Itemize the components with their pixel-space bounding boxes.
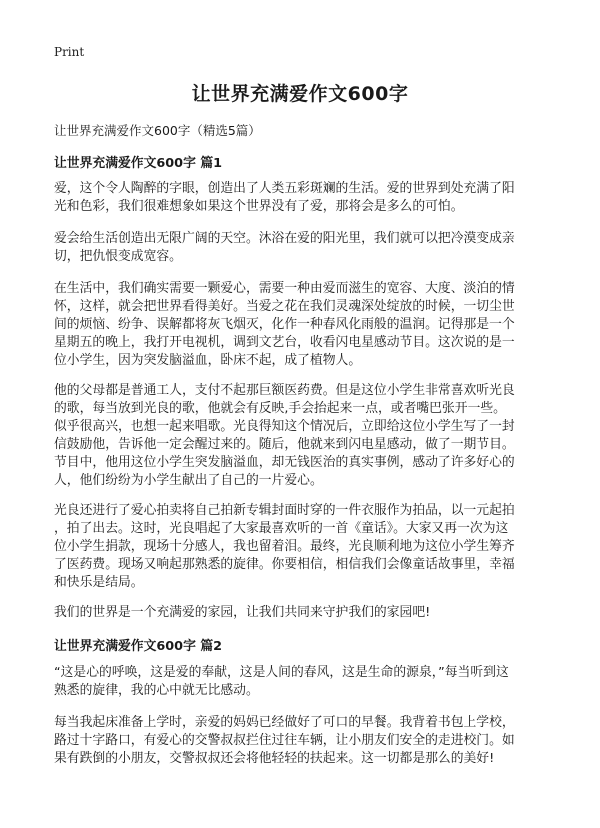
paragraph: [54, 714, 554, 768]
paragraph: [54, 664, 554, 700]
text-line: 路过十字路口，有爱心的交警叔叔拦住过往车辆，让小朋友们安全的走进校门。如: [54, 733, 515, 748]
text-line: 他的父母都是普通工人，支付不起那巨额医药费。但是这位小学生非常喜欢听光良: [54, 383, 515, 398]
paragraph: [54, 180, 554, 216]
text-line: 似乎很高兴，也想一起来唱歌。光良得知这个情况后，立即给这位小学生写了一封: [54, 419, 515, 434]
paragraph: [54, 280, 554, 370]
text-line: 光良还进行了爱心拍卖将自己拍新专辑封面时穿的一件衣服作为拍品，以一元起拍: [54, 503, 515, 518]
text-line: 切，把仇恨变成宽容。: [54, 249, 182, 264]
text-line: 爱会给生活创造出无限广阔的天空。沐浴在爱的阳光里，我们就可以把冷漠变成亲: [54, 231, 515, 246]
text-line: 在生活中，我们确实需要一颗爱心，需要一种由爱而滋生的宽容、大度、淡泊的情: [54, 281, 515, 296]
paragraph: [54, 382, 554, 490]
text-line: 每当我起床准备上学时，亲爱的妈妈已经做好了可口的早餐。我背着书包上学校，: [54, 715, 515, 730]
section-heading-1: 让世界充满爱作文600字 篇1: [54, 156, 223, 171]
text-line: 星期五的晚上，我打开电视机，调到文艺台，收看闪电星感动节目。这次说的是一: [54, 335, 515, 350]
text-line: 位小学生，因为突发脑溢血，卧床不起，成了植物人。: [54, 353, 362, 368]
paragraph: [54, 604, 554, 622]
text-line: 我们的世界是一个充满爱的家园，让我们共同来守护我们的家园吧!: [54, 605, 431, 620]
paragraph: [54, 502, 554, 592]
text-line: 爱，这个令人陶醉的字眼，创造出了人类五彩斑斓的生活。爱的世界到处充满了阳: [54, 181, 515, 196]
text-line: 的歌，每当放到光良的歌，他就会有反映,手会抬起来一点，或者嘴巴张开一些。: [54, 401, 506, 416]
text-line: 人，他们纷纷为小学生献出了自己的一片爱心。: [54, 473, 323, 488]
paragraph: [54, 230, 554, 266]
text-line: 熟悉的旋律，我的心中就无比感动。: [54, 683, 259, 698]
section-heading-2: 让世界充满爱作文600字 篇2: [54, 639, 223, 654]
text-line: 位小学生捐款，现场十分感人，我也留着泪。最终，光良顺利地为这位小学生筹齐: [54, 539, 515, 554]
text-line: 节目中，他用这位小学生突发脑溢血，却无钱医治的真实事例，感动了许多好心的: [54, 455, 515, 470]
text-line: ，拍了出去。这时，光良唱起了大家最喜欢听的一首《童话》。大家又再一次为这: [54, 521, 509, 536]
page-title: 让世界充满爱作文600字: [191, 83, 409, 105]
text-line: 果有跌倒的小朋友，交警叔叔还会将他轻轻的扶起来。这一切都是那么的美好!: [54, 751, 495, 766]
text-line: 了医药费。现场又响起那熟悉的旋律。你要相信，相信我们会像童话故事里，幸福: [54, 557, 515, 572]
text-line: 和快乐是结局。: [54, 575, 144, 590]
print-link[interactable]: Print: [54, 45, 85, 59]
text-line: 信鼓励他，告诉他一定会醒过来的。随后，他就来到闪电星感动，做了一期节目。: [54, 437, 515, 452]
text-line: 光和色彩，我们很难想象如果这个世界没有了爱，那将会是多么的可怕。: [54, 199, 464, 214]
text-line: 间的烦恼、纷争、误解都将灰飞烟灭，化作一种春风化雨般的温润。记得那是一个: [54, 317, 515, 332]
text-line: “这是心的呼唤，这是爱的奉献，这是人间的春风，这是生命的源泉，”每当听到这: [54, 665, 509, 680]
text-line: 怀，这样，就会把世界看得美好。当爱之花在我们灵魂深处绽放的时候，一切尘世: [54, 299, 515, 314]
page-subtitle: 让世界充满爱作文600字（精选5篇）: [54, 123, 261, 138]
